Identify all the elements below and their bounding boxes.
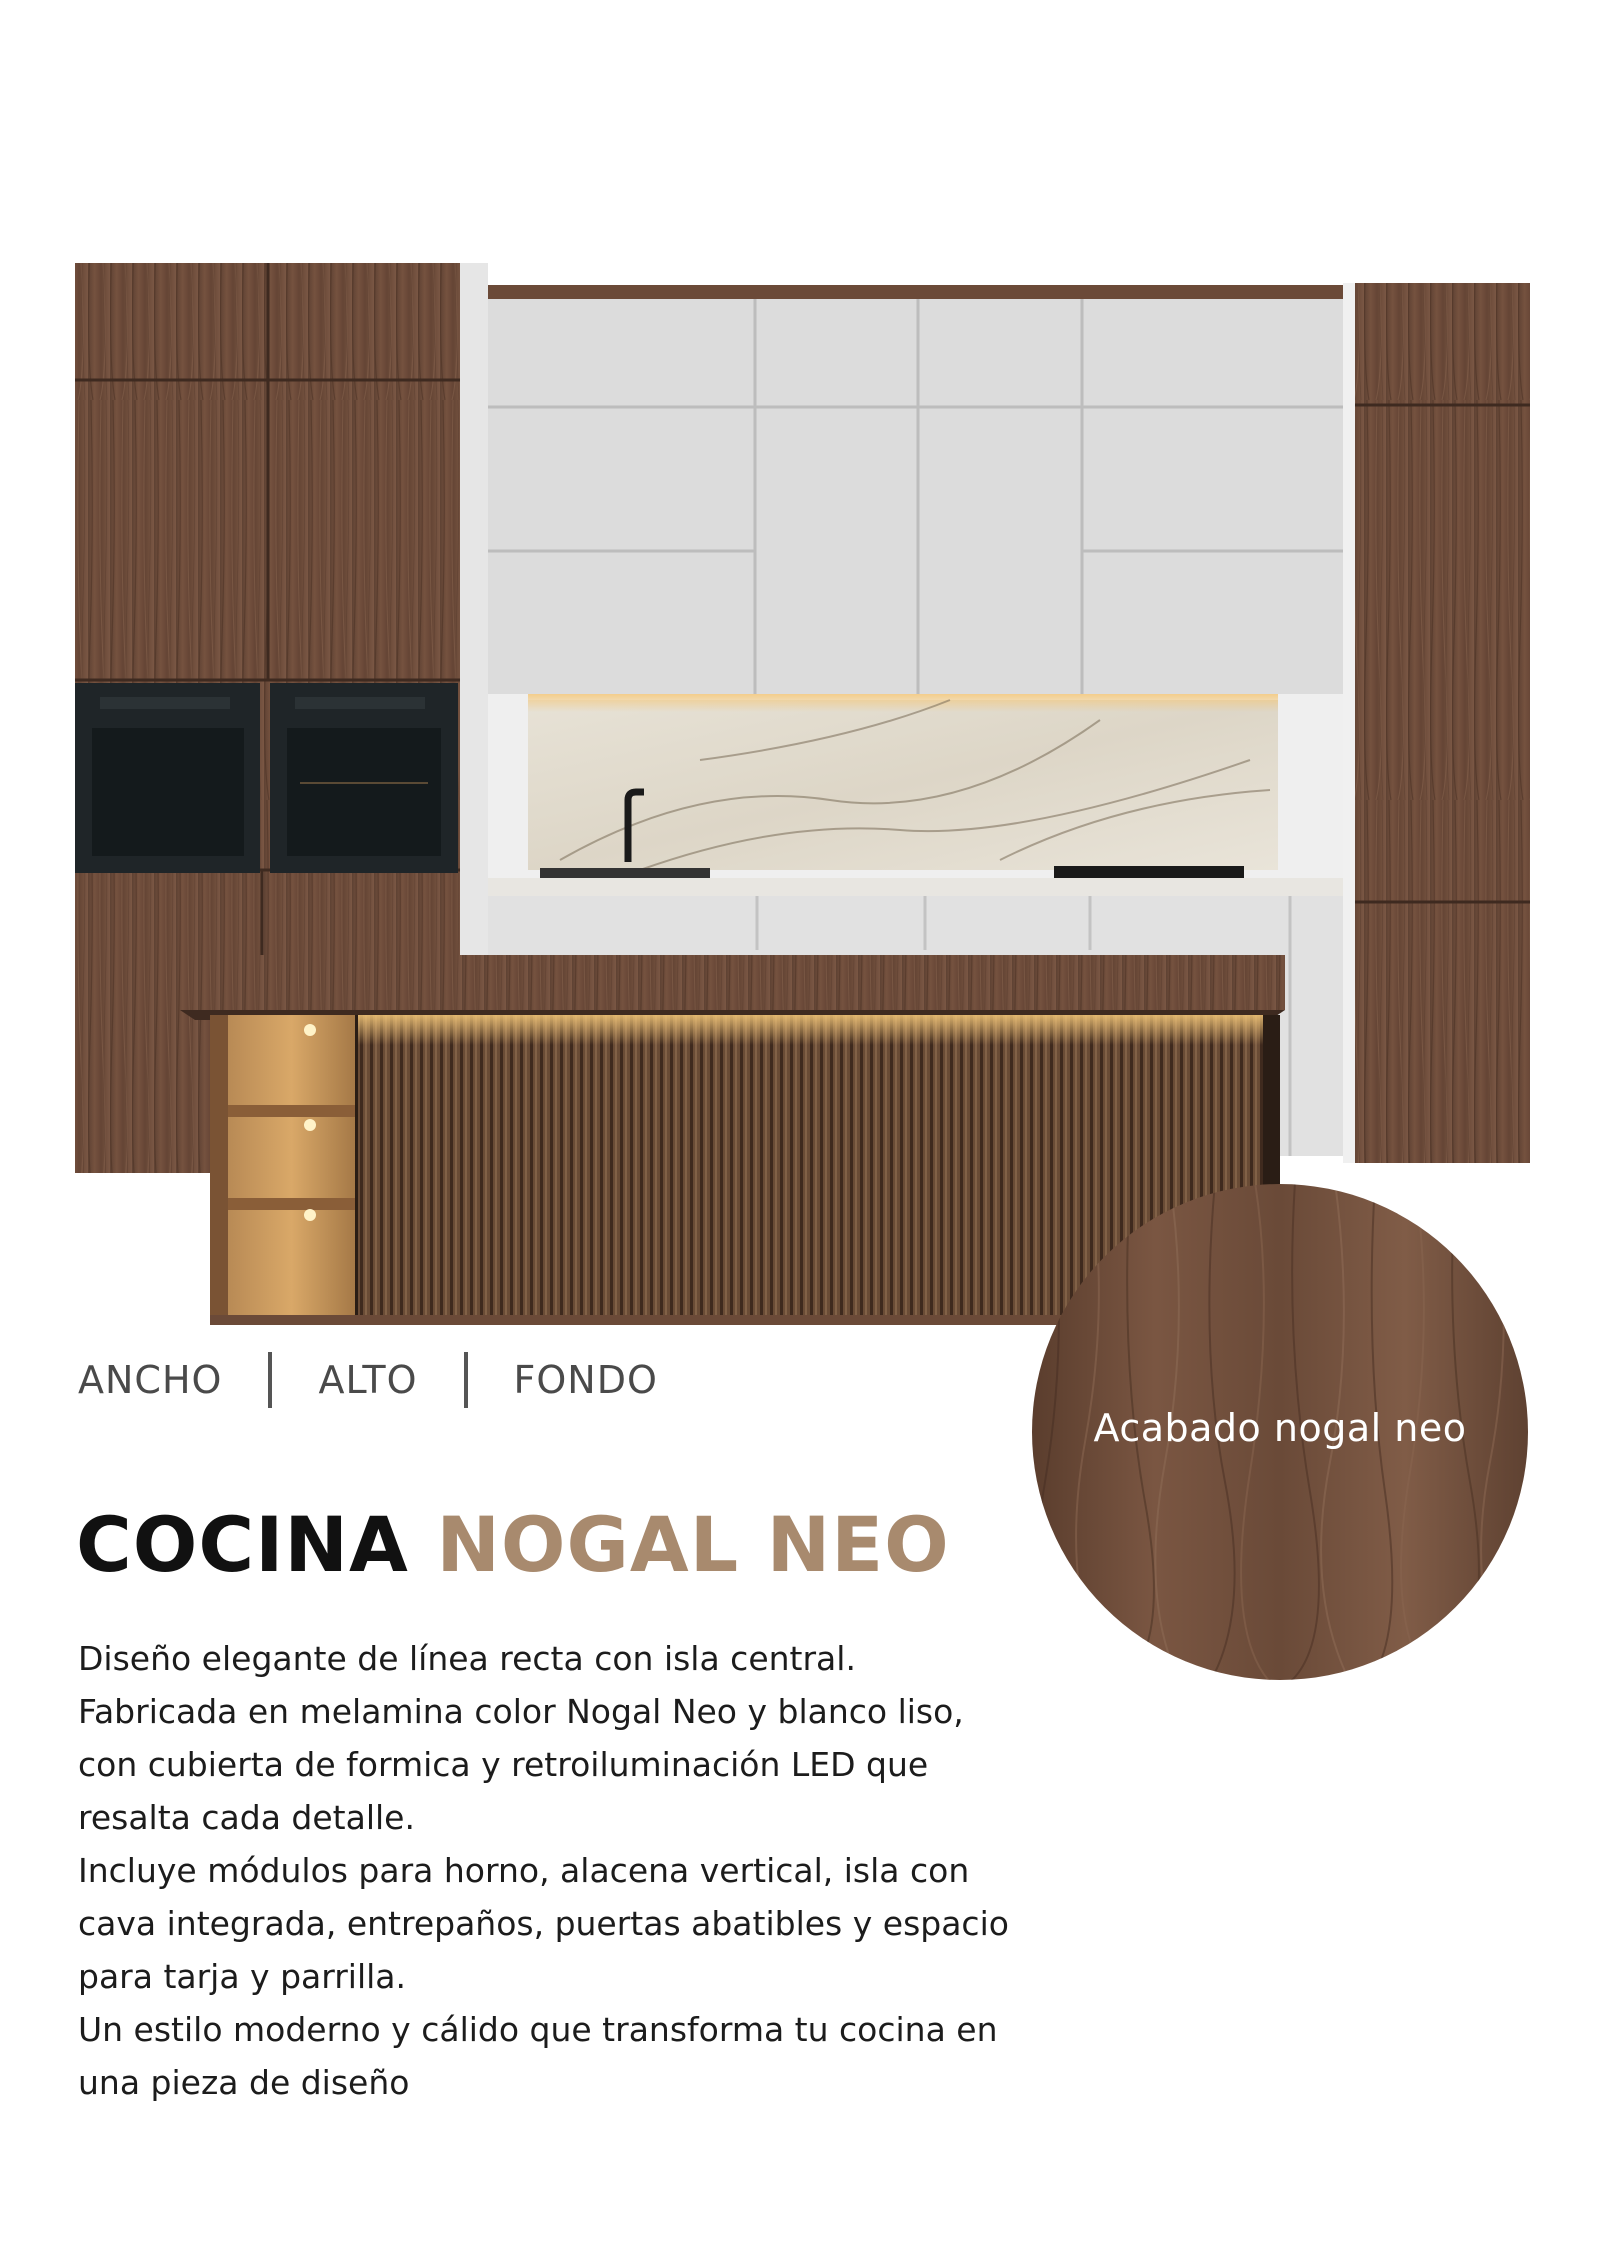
title-main: COCINA [76,1500,409,1589]
description-line: resalta cada detalle. [78,1798,415,1837]
product-description [78,1632,1078,2109]
description-line: Un estilo moderno y cálido que transforma tu cocina en [78,2010,998,2049]
description-line: con cubierta de formica y retroiluminación LED que [78,1745,929,1784]
description-line: para tarja y parrilla. [78,1957,407,1996]
description-line: Fabricada en melamina color Nogal Neo y blanco liso, [78,1692,964,1731]
title-accent: NOGAL NEO [436,1500,950,1589]
dimension-divider [268,1352,272,1408]
page-title [76,1500,950,1589]
width-label: ANCHO [78,1358,223,1402]
swatch-label: Acabado nogal neo [1093,1406,1467,1450]
dimension-divider [464,1352,468,1408]
description-line: cava integrada, entrepaños, puertas abatibles y espacio [78,1904,1009,1943]
description-line: Diseño elegante de línea recta con isla central. [78,1639,856,1678]
depth-label: FONDO [513,1358,658,1402]
description-line: una pieza de diseño [78,2063,410,2102]
description-line: Incluye módulos para horno, alacena vertical, isla con [78,1851,970,1890]
dimensions-row [78,1352,658,1408]
height-label: ALTO [318,1358,418,1402]
